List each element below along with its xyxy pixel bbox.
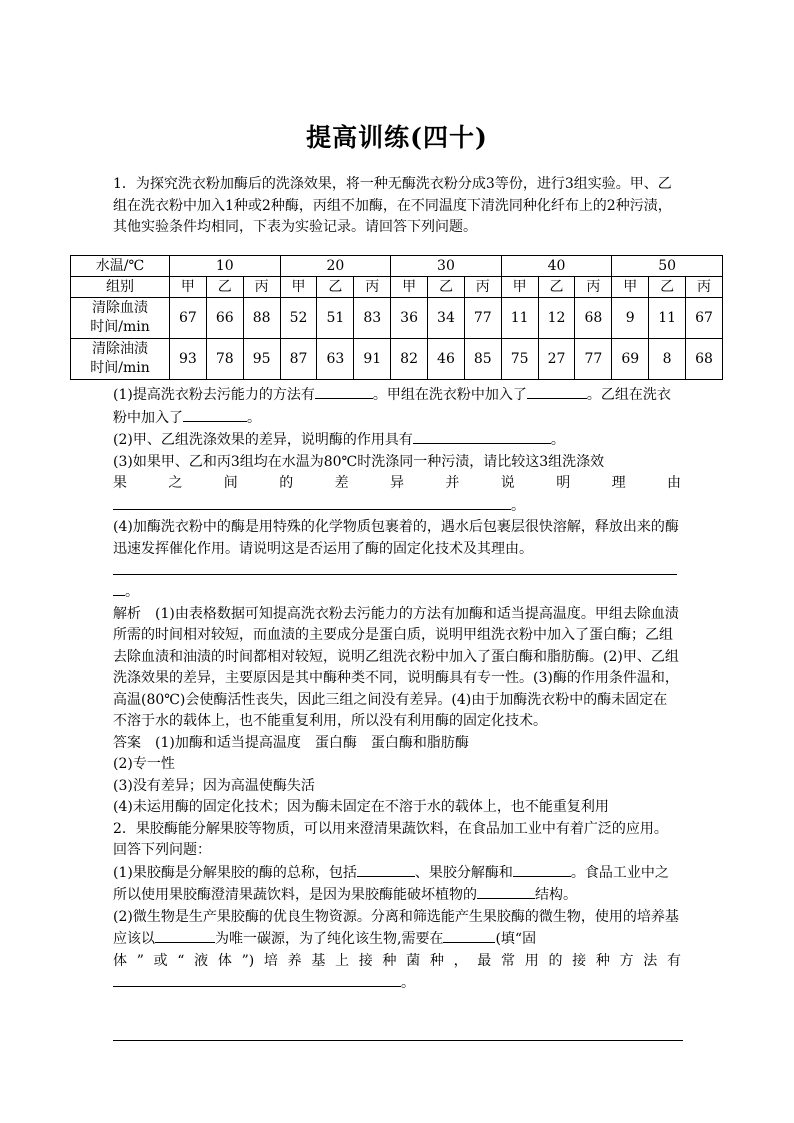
q1-subquestions: [113, 384, 681, 995]
q2-sub1-text: 。食品工业中之所以使用果胶酶澄清果蔬饮料，是因为果胶酶能破坏植物的: [113, 864, 669, 903]
table-cell: 11: [649, 298, 686, 339]
table-cell: 11: [501, 298, 538, 339]
table-cell: 83: [354, 298, 391, 339]
q1-sub1-text: 。: [247, 409, 261, 426]
answer-blank[interactable]: [527, 384, 587, 399]
q2-sub1-text: (1)果胶酶是分解果胶的酶的总称，包括: [113, 864, 357, 881]
q2-intro: 2．果胶酶能分解果胶等物质，可以用来澄清果蔬饮料，在食品加工业中有着广泛的应用。回答下列问题：: [113, 820, 668, 858]
table-row-groups: [71, 277, 723, 298]
q1-answer-line2: (2)专一性: [113, 756, 175, 772]
q1-sub3-line3: [113, 495, 681, 518]
q1-sub2: [113, 429, 681, 452]
table-row-oil-stain: [71, 339, 723, 380]
group-cell: 乙: [206, 277, 243, 298]
table-cell: 75: [501, 339, 538, 380]
analysis-label: 解析: [113, 605, 141, 622]
table-cell: 82: [391, 339, 428, 380]
q1-sub4-answer-line: [113, 560, 681, 581]
q2-sub1-text: 、果胶分解酶和: [414, 864, 513, 881]
group-cell: 丙: [686, 277, 723, 298]
group-cell: 甲: [612, 277, 649, 298]
page-title: 提高训练(四十): [306, 123, 488, 152]
answer-blank[interactable]: [413, 429, 551, 444]
q2-sub2-text: 为唯一碳源，为了纯化该生物,需要在: [215, 931, 444, 947]
q1-answer-line3: (3)没有差异；因为高温使酶失活: [113, 777, 315, 794]
q1-sub3-line2: 果之间的差异并说明理由: [113, 475, 681, 491]
q2-sub1-text: 结构。: [535, 887, 577, 903]
q1-sub3-end: 。: [511, 497, 525, 514]
temp-header: 水温/℃: [71, 256, 170, 277]
table-cell: 85: [464, 339, 501, 380]
table-cell: 77: [575, 339, 612, 380]
answer-blank[interactable]: [155, 928, 215, 943]
table-row-blood-stain: [71, 298, 723, 339]
answer-blank[interactable]: [113, 972, 401, 987]
q1-sub4: (4)加酶洗衣粉中的酶是用特殊的化学物质包裹着的，遇水后包裹层很快溶解，释放出来的酶迅速发挥催化作用。请说明这是否运用了酶的固定化技术及其理由。: [113, 519, 679, 557]
group-cell: 丙: [243, 277, 280, 298]
q1-sub4-end: 。: [125, 584, 139, 600]
q1-sub1-text: (1)提高洗衣粉去污能力的方法有: [113, 387, 315, 403]
table-cell: 9: [612, 298, 649, 339]
table-row-temperature: [71, 256, 723, 277]
row-label-line: 清除血渍: [92, 300, 148, 316]
q2-sub2-text: (2)微生物是生产果胶酶的优良生物资源。分离和筛选能产生果胶酶的微生物，使用的培养基应该以: [113, 908, 679, 947]
group-cell: 乙: [428, 277, 465, 298]
q1-answer-line4: (4)未运用酶的固定化技术；因为酶未固定在不溶于水的载体上，也不能重复利用: [113, 799, 609, 815]
answer-blank[interactable]: [513, 862, 571, 877]
q1-sub3-line1: (3)如果甲、乙和丙3组均在水温为80℃时洗涤同一种污渍，请比较这3组洗涤效: [113, 453, 605, 470]
group-cell: 丙: [354, 277, 391, 298]
table-cell: 46: [428, 339, 465, 380]
table-cell: 91: [354, 339, 391, 380]
answer-text: (1)加酶和适当提高温度 蛋白酶 蛋白酶和脂肪酶: [155, 734, 469, 751]
q1-sub1-text: 。甲组在洗衣粉中加入了: [372, 387, 527, 403]
table-cell: 68: [575, 298, 612, 339]
answer-blank[interactable]: [113, 581, 125, 596]
q2-sub2-text: (填“固: [495, 931, 537, 947]
q1-sub4-end-line: [113, 581, 681, 604]
group-cell: 丙: [575, 277, 612, 298]
table-cell: 51: [317, 298, 354, 339]
temp-cell: 20: [280, 256, 391, 277]
answer-blank[interactable]: [443, 928, 495, 943]
temp-cell: 10: [170, 256, 281, 277]
group-cell: 乙: [317, 277, 354, 298]
group-cell: 甲: [391, 277, 428, 298]
table-cell: 67: [686, 298, 723, 339]
table-cell: 88: [243, 298, 280, 339]
temp-cell: 40: [501, 256, 612, 277]
table-cell: 12: [538, 298, 575, 339]
group-cell: 甲: [501, 277, 538, 298]
group-cell: 乙: [649, 277, 686, 298]
answer-blank[interactable]: [315, 384, 373, 399]
analysis-text: (1)由表格数据可知提高洗衣粉去污能力的方法有加酶和适当提高温度。甲组去除血渍所需的时间相对较短，而血渍的主要成分是蛋白质，说明甲组洗衣粉中加入了蛋白酶；乙组去除血渍和油渍的时间都相对较短，说明乙组洗衣粉中加入了蛋白酶和脂肪酶。(2)甲、乙组洗涤效果的差异，主要原因是其中酶种类不同，说明酶具有专一性。(3)酶的作用条件温和，高温(80℃)会使酶活性丧失，因此三组之间没有差异。(4)由于加酶洗衣粉中的酶未固定在不溶于水的载体上，也不能重复利用，所以没有利用酶的固定化技术。: [113, 605, 679, 729]
temp-cell: 50: [612, 256, 723, 277]
q2-sub2: [113, 907, 681, 951]
table-cell: 8: [649, 339, 686, 380]
answer-blank[interactable]: [183, 407, 247, 422]
blood-stain-header: [71, 298, 170, 339]
table-cell: 95: [243, 339, 280, 380]
temp-cell: 30: [391, 256, 502, 277]
group-cell: 乙: [538, 277, 575, 298]
q1-intro-text: 1．为探究洗衣粉加酶后的洗涤效果，将一种无酶洗衣粉分成3等份，进行3组实验。甲、乙组在洗衣粉中加入1种或2种酶，丙组不加酶，在不同温度下清洗同种化纤布上的2种污渍，其他实验条件均相同，下表为实验记录。请回答下列问题。: [113, 176, 672, 235]
q1-sub1: [113, 384, 681, 429]
answer-blank[interactable]: [357, 862, 415, 877]
group-cell: 甲: [170, 277, 207, 298]
answer-line[interactable]: [113, 1040, 683, 1041]
table-cell: 69: [612, 339, 649, 380]
table-cell: 93: [170, 339, 207, 380]
q1-answer-line1: [113, 733, 681, 755]
row-label-line: 清除油渍: [92, 341, 148, 357]
row-label-line: 时间/min: [90, 319, 150, 335]
table-cell: 27: [538, 339, 575, 380]
oil-stain-header: [71, 339, 170, 380]
answer-blank[interactable]: [113, 495, 511, 510]
table-cell: 87: [280, 339, 317, 380]
answer-label: 答案: [113, 734, 141, 751]
table-cell: 67: [170, 298, 207, 339]
q2-sub2-line3: [113, 972, 681, 995]
group-cell: 甲: [280, 277, 317, 298]
table-cell: 77: [464, 298, 501, 339]
answer-blank[interactable]: [113, 560, 677, 575]
row-label-line: 时间/min: [90, 360, 150, 376]
group-header: 组别: [71, 277, 170, 298]
q1-sub2-text: (2)甲、乙组洗涤效果的差异，说明酶的作用具有: [113, 432, 413, 448]
table-cell: 36: [391, 298, 428, 339]
group-cell: 丙: [464, 277, 501, 298]
table-cell: 78: [206, 339, 243, 380]
table-cell: 52: [280, 298, 317, 339]
table-cell: 66: [206, 298, 243, 339]
q2-sub2-line2: 体”或“液体”)培养基上接种菌种，最常用的接种方法有: [113, 952, 681, 969]
q1-intro: [113, 174, 681, 239]
experiment-table: [70, 255, 723, 380]
answer-blank[interactable]: [477, 884, 535, 899]
table-cell: 34: [428, 298, 465, 339]
q1-analysis: [113, 604, 681, 733]
table-cell: 63: [317, 339, 354, 380]
q2-sub2-end: 。: [401, 975, 415, 991]
q1-sub1-text: 。乙组在洗衣粉中加入了: [113, 387, 671, 426]
q1-sub2-text: 。: [550, 432, 565, 448]
q2-sub1: [113, 862, 681, 907]
table-cell: 68: [686, 339, 723, 380]
